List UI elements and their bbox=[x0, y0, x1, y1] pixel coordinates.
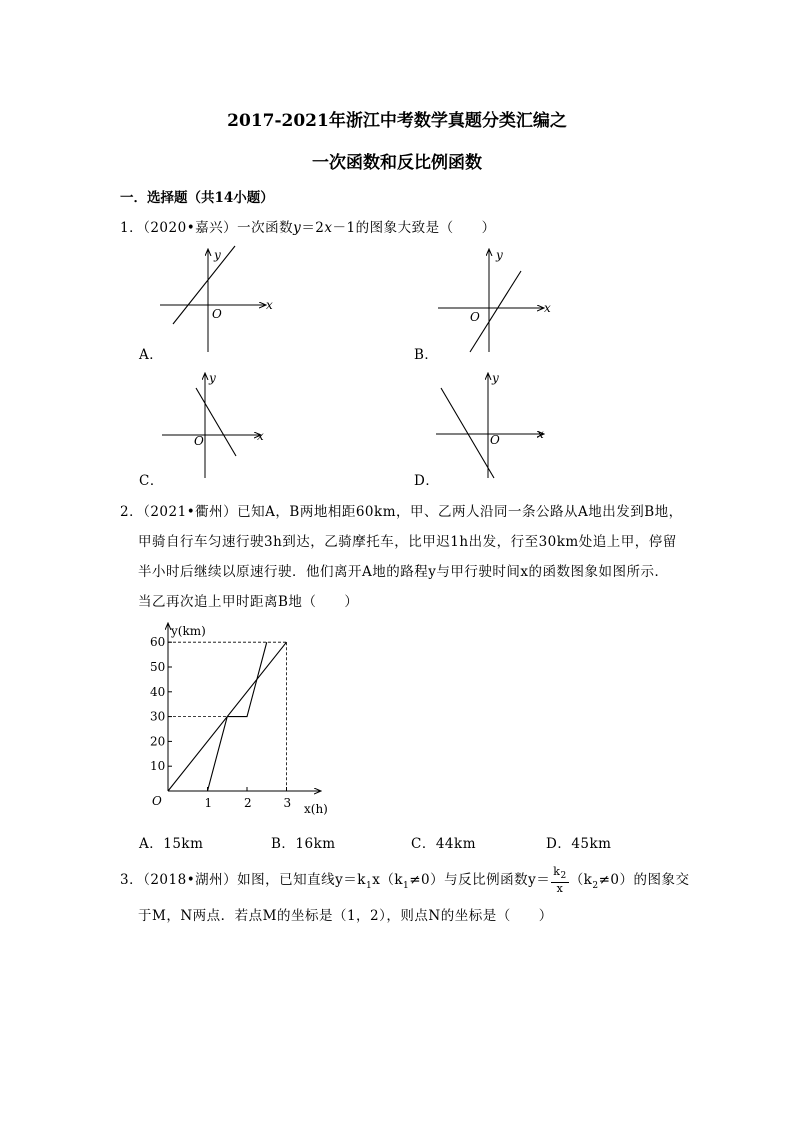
y-axis-label: y bbox=[492, 371, 499, 385]
q2-option-c[interactable]: C．44km bbox=[411, 836, 476, 852]
y-axis-label: y bbox=[496, 248, 503, 262]
fraction-numerator: k bbox=[553, 865, 561, 878]
option-d-graph bbox=[410, 368, 570, 480]
y-tick-label: 60 bbox=[150, 635, 166, 650]
y-tick-label: 50 bbox=[150, 660, 166, 674]
question-2-line-4: 当乙再次追上甲时距离B地（ ） bbox=[138, 594, 359, 610]
function-line bbox=[441, 388, 494, 478]
q2-option-a[interactable]: A．15km bbox=[139, 836, 204, 852]
stem-var-y: y bbox=[293, 220, 302, 236]
fraction-numerator-sub: 2 bbox=[560, 871, 567, 882]
stem-text: （2021•衢州）已知A，B两地相距60km，甲、乙两人沿同一条公路从A地出发到B地， bbox=[143, 504, 683, 520]
question-2-line-3: 半小时后继续以原速行驶．他们离开A地的路程y与甲行驶时间x的函数图象如图所示． bbox=[138, 564, 669, 580]
stem-var-x: x bbox=[324, 220, 333, 236]
stem-text: ＝2 bbox=[301, 220, 325, 236]
question-3-line-1 bbox=[120, 866, 690, 895]
x-axis-label: x bbox=[257, 429, 264, 443]
origin-label: O bbox=[152, 794, 162, 808]
x-axis-label: x bbox=[266, 298, 273, 312]
y-axis-label: y bbox=[214, 248, 221, 262]
stem-text: ≠0）与反比例函数y＝ bbox=[409, 872, 551, 889]
stem-text: （2018•湖州）如图，已知直线y＝k bbox=[143, 872, 366, 889]
y-axis-label: y bbox=[209, 371, 216, 385]
stem-text: ≠0）的图象交 bbox=[598, 872, 690, 889]
y-tick-label: 40 bbox=[150, 684, 166, 699]
x-axis-label: x bbox=[544, 301, 551, 315]
q2-option-d[interactable]: D．45km bbox=[546, 836, 612, 852]
option-c-label[interactable]: C． bbox=[139, 473, 164, 489]
stem-text: －1的图象大致是（ ） bbox=[332, 220, 496, 236]
origin-label: O bbox=[212, 307, 222, 321]
q2-option-b[interactable]: B．16km bbox=[271, 836, 336, 852]
question-number: 2． bbox=[120, 504, 144, 520]
stem-sub: 1 bbox=[365, 880, 373, 891]
function-line bbox=[173, 246, 235, 324]
x-axis-label: x(h) bbox=[304, 802, 328, 816]
option-d-label[interactable]: D． bbox=[414, 473, 440, 489]
question-number: 3． bbox=[120, 872, 144, 889]
x-tick-label: 3 bbox=[283, 796, 292, 810]
x-tick-label: 1 bbox=[204, 796, 213, 810]
page-title-line-1: 2017-2021年浙江中考数学真题分类汇编之 bbox=[227, 111, 567, 131]
x-axis-label: x bbox=[537, 427, 544, 441]
stem-sub: 2 bbox=[592, 880, 599, 891]
question-2-line-2: 甲骑自行车匀速行驶3h到达，乙骑摩托车，比甲迟1h出发，行至30km处追上甲，停留 bbox=[138, 534, 677, 550]
page-title-line-2: 一次函数和反比例函数 bbox=[312, 153, 482, 173]
x-tick-label: 2 bbox=[244, 796, 252, 810]
stem-text: （2020•嘉兴）一次函数 bbox=[143, 220, 294, 236]
stem-text: （k bbox=[569, 872, 593, 889]
fraction bbox=[551, 866, 568, 895]
stem-text: x（k bbox=[372, 872, 404, 889]
origin-label: O bbox=[194, 434, 204, 448]
series-yi-line bbox=[208, 642, 267, 791]
option-a-label[interactable]: A． bbox=[139, 347, 164, 363]
y-axis-label: y(km) bbox=[171, 624, 206, 638]
option-b-label[interactable]: B． bbox=[414, 347, 439, 363]
question-1-stem bbox=[120, 216, 496, 236]
origin-label: O bbox=[470, 310, 480, 324]
fraction-denominator: x bbox=[556, 882, 564, 896]
section-heading: 一．选择题（共14小题） bbox=[120, 190, 274, 206]
question-number: 1． bbox=[120, 220, 144, 236]
question-3-line-2: 于M，N两点．若点M的坐标是（1，2），则点N的坐标是（ ） bbox=[138, 908, 553, 924]
y-tick-label: 10 bbox=[150, 759, 166, 774]
y-tick-label: 20 bbox=[150, 734, 166, 749]
origin-label: O bbox=[490, 433, 500, 447]
y-tick-label: 30 bbox=[150, 709, 166, 724]
question-2-line-1 bbox=[120, 500, 683, 520]
stem-sub: 1 bbox=[403, 880, 410, 891]
distance-time-chart bbox=[130, 618, 350, 818]
option-c-graph bbox=[130, 368, 290, 480]
